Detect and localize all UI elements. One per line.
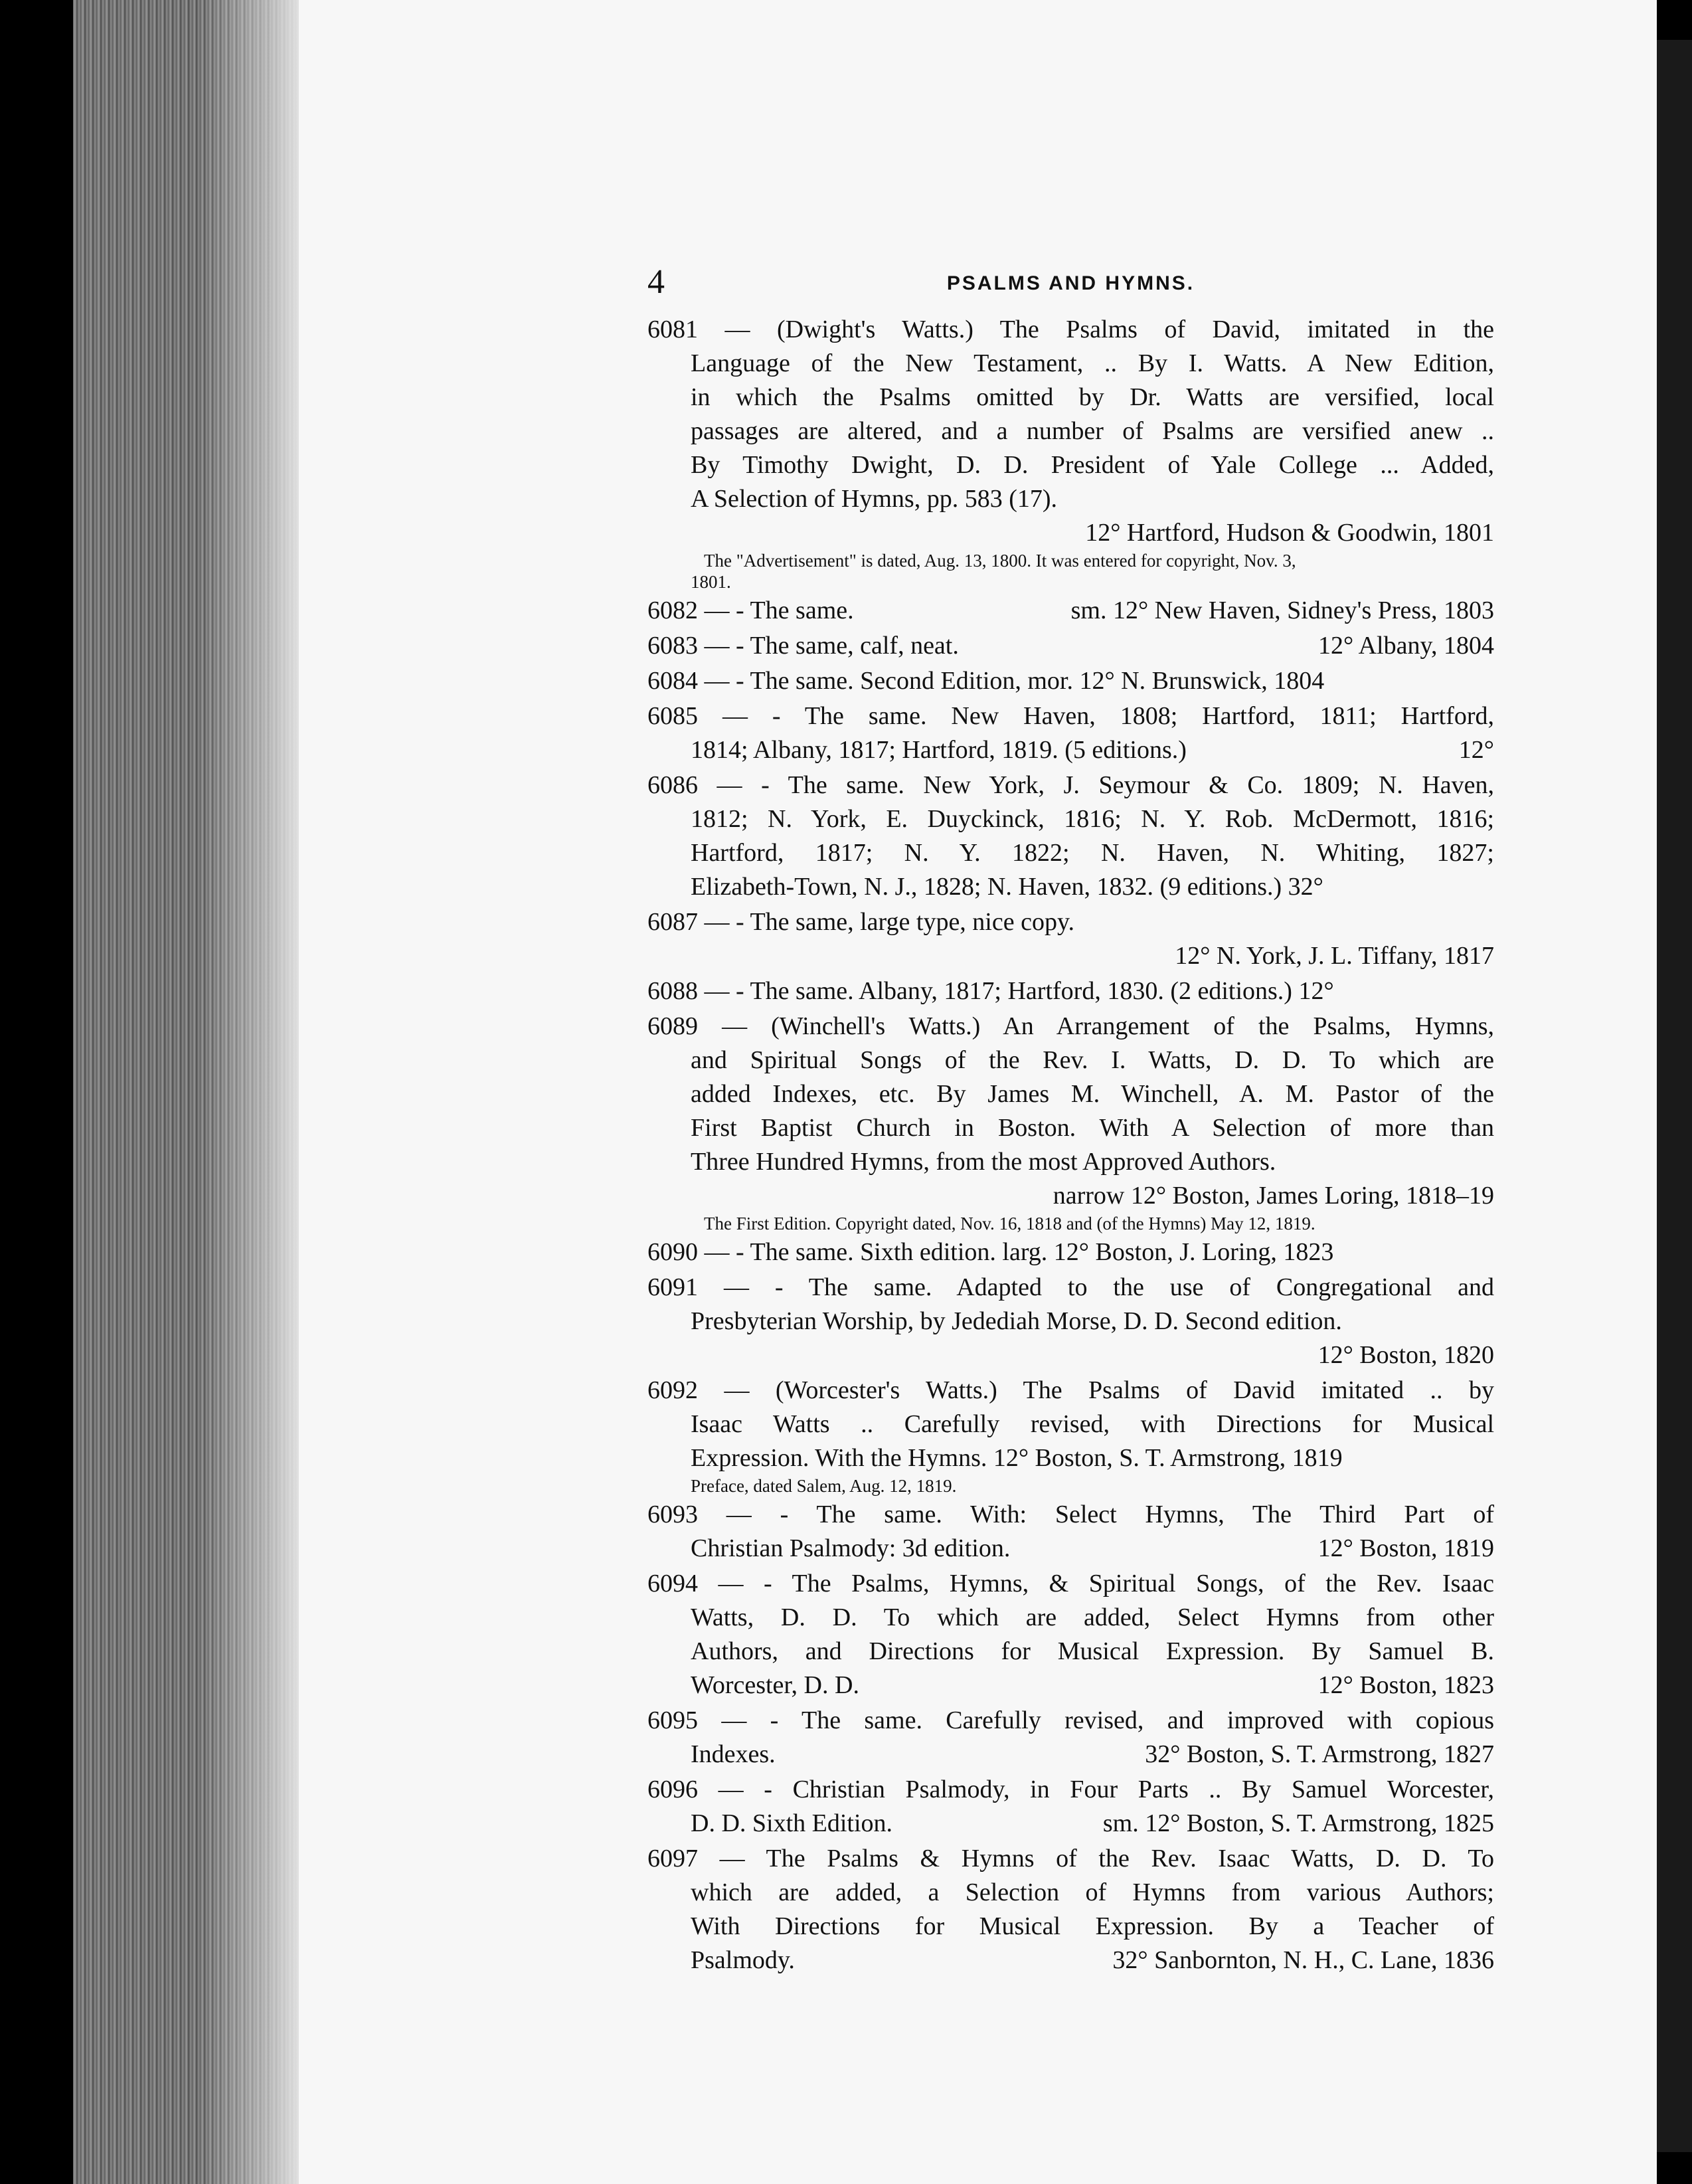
line-text: Worcester, D. D. — [691, 1671, 859, 1699]
entry-line: First Baptist Church in Boston. With A Selection of more than — [691, 1114, 1494, 1142]
entry-line — [647, 1738, 1494, 1772]
page-header — [647, 262, 1494, 302]
entry-heading-line: 6095 — - The same. Carefully revised, and improved with copious — [647, 1706, 1494, 1734]
entry-line: With Directions for Musical Expression. By a Teacher of — [691, 1912, 1494, 1940]
page-number: 4 — [647, 263, 665, 301]
entry-line — [647, 1532, 1494, 1566]
entry-heading-line: 6088 — - The same. Albany, 1817; Hartford, 1830. (2 editions.) 12° — [647, 977, 1334, 1005]
line-imprint: sm. 12° Boston, S. T. Armstrong, 1825 — [1102, 1809, 1494, 1837]
line-text: Indexes. — [691, 1740, 776, 1768]
bibliography-entry — [647, 1704, 1494, 1772]
entry-heading-line: 6097 — The Psalms & Hymns of the Rev. Isaac Watts, D. D. To — [647, 1845, 1494, 1872]
entry-line: Hartford, 1817; N. Y. 1822; N. Haven, N. Whiting, 1827; — [691, 839, 1494, 867]
line-text: 6082 — - The same. — [647, 596, 854, 624]
entry-heading-line: 6092 — (Worcester's Watts.) The Psalms of David imitated .. by — [647, 1376, 1494, 1404]
line-imprint: sm. 12° New Haven, Sidney's Press, 1803 — [1070, 596, 1494, 624]
line-imprint: 12° — [1458, 736, 1494, 764]
line-imprint: 12° Boston, 1823 — [1317, 1671, 1494, 1699]
entry-line: A Selection of Hymns, pp. 583 (17). — [691, 485, 1058, 513]
entry-heading-line: 6085 — - The same. New Haven, 1808; Hartford, 1811; Hartford, — [647, 702, 1494, 730]
entry-line: added Indexes, etc. By James M. Winchell, A. M. Pastor of the — [691, 1080, 1494, 1108]
page-content — [647, 262, 1494, 1977]
bibliography-entry — [647, 974, 1494, 1008]
entry-line: passages are altered, and a number of Psalms are versified anew .. — [691, 417, 1494, 445]
running-head: PSALMS AND HYMNS. — [946, 272, 1195, 294]
entry-heading-line: 6087 — - The same, large type, nice copy. — [647, 908, 1074, 936]
bibliography-entry — [647, 1374, 1494, 1497]
entry-note: Preface, dated Salem, Aug. 12, 1819. — [691, 1476, 957, 1496]
entry-line: 1812; N. York, E. Duyckinck, 1816; N. Y. Rob. McDermott, 1816; — [691, 805, 1494, 833]
bibliography-entries — [647, 313, 1494, 1977]
entry-note: 1801. — [691, 572, 731, 592]
bibliography-entry — [647, 664, 1494, 698]
entry-heading-line: 6090 — - The same. Sixth edition. larg. 12° Boston, J. Loring, 1823 — [647, 1238, 1334, 1266]
entry-heading-line — [647, 629, 1494, 663]
bibliography-entry — [647, 313, 1494, 592]
bibliography-entry — [647, 594, 1494, 628]
bibliography-entry — [647, 1271, 1494, 1372]
entry-line: Isaac Watts .. Carefully revised, with Directions for Musical — [691, 1410, 1494, 1438]
entry-line: Presbyterian Worship, by Jedediah Morse, D. D. Second edition. — [691, 1307, 1342, 1335]
line-imprint: 32° Boston, S. T. Armstrong, 1827 — [1145, 1740, 1494, 1768]
entry-heading-line: 6091 — - The same. Adapted to the use of Congregational and — [647, 1273, 1494, 1301]
entry-heading-line: 6096 — - Christian Psalmody, in Four Parts .. By Samuel Worcester, — [647, 1775, 1494, 1803]
bibliography-entry — [647, 905, 1494, 973]
line-imprint: 32° Sanbornton, N. H., C. Lane, 1836 — [1112, 1946, 1494, 1974]
bibliography-entry — [647, 699, 1494, 767]
bibliography-entry — [647, 1567, 1494, 1702]
entry-imprint: 12° Hartford, Hudson & Goodwin, 1801 — [1085, 519, 1494, 547]
line-text: Christian Psalmody: 3d edition. — [691, 1534, 1011, 1562]
entry-imprint: narrow 12° Boston, James Loring, 1818–19 — [1053, 1182, 1494, 1210]
bibliography-entry — [647, 1498, 1494, 1566]
entry-line: Elizabeth-Town, N. J., 1828; N. Haven, 1832. (9 editions.) 32° — [691, 873, 1323, 901]
entry-line — [647, 1807, 1494, 1841]
line-imprint: 12° Boston, 1819 — [1317, 1534, 1494, 1562]
line-text: D. D. Sixth Edition. — [691, 1809, 893, 1837]
entry-line: in which the Psalms omitted by Dr. Watts are versified, local — [691, 383, 1494, 411]
entry-line: Language of the New Testament, .. By I. Watts. A New Edition, — [691, 349, 1494, 377]
entry-note: The "Advertisement" is dated, Aug. 13, 1800. It was entered for copyright, Nov. 3, — [704, 551, 1296, 571]
entry-heading-line: 6093 — - The same. With: Select Hymns, The Third Part of — [647, 1501, 1494, 1528]
entry-note: The First Edition. Copyright dated, Nov. 16, 1818 and (of the Hymns) May 12, 1819. — [704, 1214, 1315, 1233]
entry-line: and Spiritual Songs of the Rev. I. Watts, D. D. To which are — [691, 1046, 1494, 1074]
line-text: 6083 — - The same, calf, neat. — [647, 632, 959, 660]
entry-imprint: 12° Boston, 1820 — [1317, 1341, 1494, 1369]
line-text: 1814; Albany, 1817; Hartford, 1819. (5 editions.) — [691, 736, 1187, 764]
entry-line — [647, 733, 1494, 767]
entry-line: which are added, a Selection of Hymns from various Authors; — [691, 1878, 1494, 1906]
line-imprint: 12° Albany, 1804 — [1318, 632, 1494, 660]
bibliography-entry — [647, 1010, 1494, 1234]
gutter-shadow — [199, 0, 305, 2184]
entry-line: Watts, D. D. To which are added, Select Hymns from other — [691, 1603, 1494, 1631]
entry-line — [647, 1944, 1494, 1977]
line-text: Psalmody. — [691, 1946, 795, 1974]
bibliography-entry — [647, 1773, 1494, 1841]
entry-line: Three Hundred Hymns, from the most Approved Authors. — [691, 1148, 1276, 1176]
entry-imprint: 12° N. York, J. L. Tiffany, 1817 — [1175, 942, 1494, 970]
entry-heading-line: 6081 — (Dwight's Watts.) The Psalms of David, imitated in the — [647, 316, 1494, 343]
bibliography-entry — [647, 629, 1494, 663]
entry-heading-line: 6094 — - The Psalms, Hymns, & Spiritual Songs, of the Rev. Isaac — [647, 1570, 1494, 1597]
entry-heading-line: 6084 — - The same. Second Edition, mor. 12° N. Brunswick, 1804 — [647, 667, 1325, 695]
bibliography-entry — [647, 1235, 1494, 1269]
entry-line: Expression. With the Hymns. 12° Boston, S. T. Armstrong, 1819 — [691, 1444, 1343, 1472]
entry-line — [647, 1669, 1494, 1702]
entry-heading-line — [647, 594, 1494, 628]
bibliography-entry — [647, 1842, 1494, 1977]
entry-line: By Timothy Dwight, D. D. President of Yale College ... Added, — [691, 451, 1494, 479]
entry-heading-line: 6089 — (Winchell's Watts.) An Arrangement of the Psalms, Hymns, — [647, 1012, 1494, 1040]
entry-line: Authors, and Directions for Musical Expression. By Samuel B. — [691, 1637, 1494, 1665]
bibliography-entry — [647, 769, 1494, 904]
entry-heading-line: 6086 — - The same. New York, J. Seymour & Co. 1809; N. Haven, — [647, 771, 1494, 799]
scan-border — [1657, 40, 1692, 2152]
